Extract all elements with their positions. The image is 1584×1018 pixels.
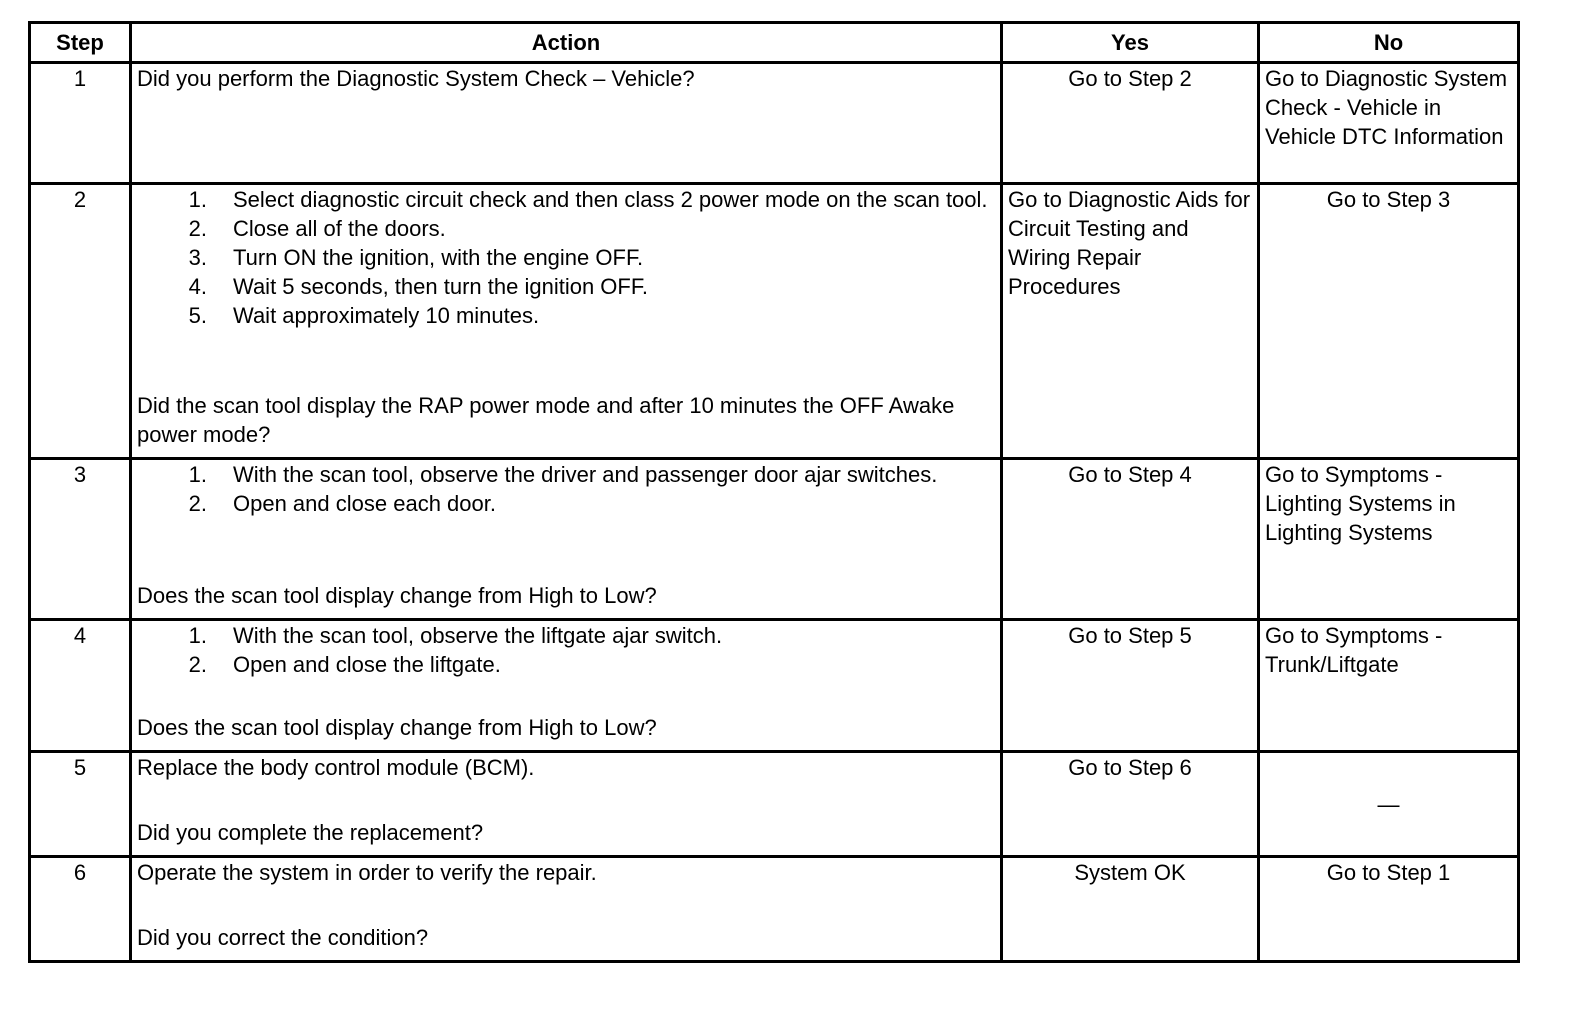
yes-cell: Go to Step 6 — [1002, 752, 1259, 857]
substep: 2. Close all of the doors. — [188, 216, 446, 241]
table-row — [30, 752, 1519, 857]
substep: 2. Open and close the liftgate. — [188, 652, 501, 677]
action-question: Did you complete the replacement? — [137, 820, 484, 845]
table-row — [30, 184, 1519, 459]
action-intro: Replace the body control module (BCM). — [137, 755, 535, 780]
no-cell: Go to Symptoms - Lighting Systems in Lighting Systems — [1259, 459, 1519, 620]
substep: 1. With the scan tool, observe the liftgate ajar switch. — [188, 623, 723, 648]
action-cell — [131, 184, 1002, 459]
no-cell: Go to Symptoms - Trunk/Liftgate — [1259, 620, 1519, 752]
step-number: 5 — [30, 752, 131, 857]
action-intro: Did you perform the Diagnostic System Check – Vehicle? — [137, 66, 695, 91]
diagnostic-table — [28, 21, 1520, 963]
action-cell — [131, 459, 1002, 620]
step-number: 4 — [30, 620, 131, 752]
yes-cell: Go to Diagnostic Aids for Circuit Testing and Wiring Repair Procedures — [1002, 184, 1259, 459]
step-number: 6 — [30, 857, 131, 962]
substep: 3. Turn ON the ignition, with the engine OFF. — [188, 245, 644, 270]
table-row — [30, 63, 1519, 184]
yes-cell: System OK — [1002, 857, 1259, 962]
yes-cell: Go to Step 5 — [1002, 620, 1259, 752]
table-row — [30, 459, 1519, 620]
action-cell — [131, 857, 1002, 962]
yes-cell: Go to Step 4 — [1002, 459, 1259, 620]
no-cell: Go to Diagnostic System Check - Vehicle in Vehicle DTC Information — [1259, 63, 1519, 184]
header-no: No — [1259, 23, 1519, 63]
step-number: 1 — [30, 63, 131, 184]
substep: 5. Wait approximately 10 minutes. — [188, 303, 540, 328]
substep-list — [137, 621, 995, 679]
yes-cell: Go to Step 2 — [1002, 63, 1259, 184]
action-cell — [131, 620, 1002, 752]
no-cell: Go to Step 1 — [1259, 857, 1519, 962]
substep-list — [137, 185, 995, 330]
header-row — [30, 23, 1519, 63]
no-cell: Go to Step 3 — [1259, 184, 1519, 459]
action-cell — [131, 63, 1002, 184]
action-question: Does the scan tool display change from High to Low? — [137, 583, 657, 608]
table-row — [30, 620, 1519, 752]
substep: 2. Open and close each door. — [188, 491, 496, 516]
table-row — [30, 857, 1519, 962]
substep-list — [137, 460, 995, 518]
step-number: 3 — [30, 459, 131, 620]
substep: 1. With the scan tool, observe the driver and passenger door ajar switches. — [188, 462, 938, 487]
action-intro: Operate the system in order to verify the repair. — [137, 860, 597, 885]
step-number: 2 — [30, 184, 131, 459]
action-question: Does the scan tool display change from High to Low? — [137, 715, 657, 740]
header-step: Step — [30, 23, 131, 63]
action-cell — [131, 752, 1002, 857]
header-action: Action — [131, 23, 1002, 63]
header-yes: Yes — [1002, 23, 1259, 63]
action-question: Did you correct the condition? — [137, 925, 429, 950]
no-cell: — — [1259, 752, 1519, 857]
action-question: Did the scan tool display the RAP power mode and after 10 minutes the OFF Awake power mode? — [137, 393, 955, 447]
substep: 1. Select diagnostic circuit check and then class 2 power mode on the scan tool. — [188, 187, 988, 212]
substep: 4. Wait 5 seconds, then turn the ignition OFF. — [188, 274, 648, 299]
